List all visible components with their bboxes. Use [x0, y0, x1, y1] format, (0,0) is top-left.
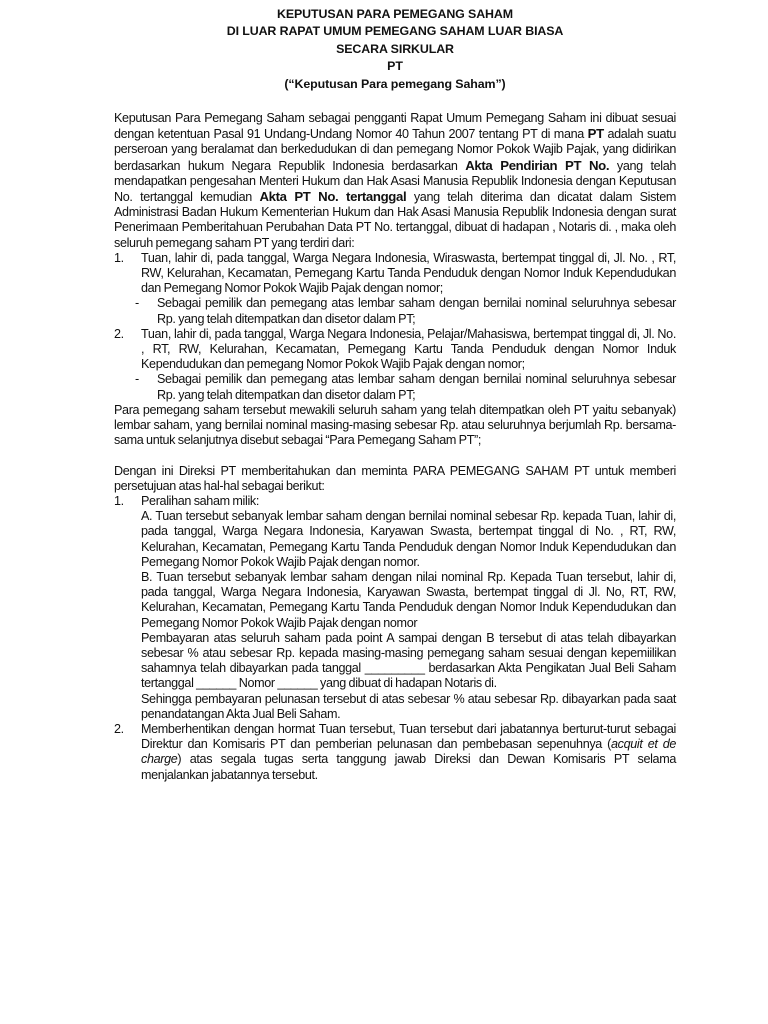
document-page — [114, 6, 676, 783]
item-1-label: Peralihan saham milik: — [141, 493, 259, 508]
bold-akta-pendirian: Akta Pendirian PT No. — [465, 157, 610, 173]
list-number: 2. — [114, 326, 124, 341]
title-line-3: SECARA SIRKULAR — [336, 41, 454, 56]
list-number: 2. — [114, 721, 124, 736]
list-dash: - — [135, 372, 139, 387]
title-line-2: DI LUAR RAPAT UMUM PEMEGANG SAHAM LUAR BIASA — [226, 24, 564, 39]
italic-term: acquit et de charge — [141, 737, 676, 767]
item-2-text: Memberhentikan dengan hormat Tuan tersebut, Tuan tersebut dari jabatannya berturut-turut sebagai Direktur dan Komisaris PT dan pemberian pelunasan dan pembebasan sepenuhnya (acquit et de charge) atas segala tugas serta tanggung jawab Direksi dan Dewan Komisaris PT selama menjalankan jabatannya tersebut. — [141, 721, 676, 782]
holder-2-shares — [135, 372, 676, 402]
item-1-payment: Pembayaran atas seluruh saham pada point A sampai dengan B tersebut di atas telah dibayarkan sebesar % atau sebesar Rp. kepada masing-masing pemegang saham sesuai dengan kepemiilikan sahamnya telah dibayarkan pada tanggal _________ berdasarkan Akta Pengikatan Jual Beli Saham tertanggal ______ Nomor ______ yang dibuat di hadapan Notaris di. — [141, 630, 676, 691]
item-1-point-b: B. Tuan tersebut sebanyak lembar saham dengan nilai nominal Rp. Kepada Tuan tersebut, lahir di, pada tanggal, Warga Negara Indonesia, Karyawan Swasta, bertempat tinggal di Jl. No, RT, RW, Kelurahan, Kecamatan, Pemegang Kartu Tanda Penduduk dengan Nomor Induk Kependudukan dan Pemegang Nomor Pokok Wajib Pajak dengan nomor — [141, 569, 676, 630]
bold-pt: PT — [587, 126, 604, 142]
representation-paragraph: Para pemegang saham tersebut mewakili seluruh saham yang telah ditempatkan oleh PT yaitu sebanyak) lembar saham, yang bernilai nominal masing-masing sebesar Rp. atau seluruhnya berjumlah Rp. bersama-sama untuk selanjutnya disebut sebagai “Para Pemegang Saham PT”; — [114, 402, 676, 448]
document-title — [114, 6, 676, 93]
item-1 — [114, 494, 676, 509]
title-line-1: KEPUTUSAN PARA PEMEGANG SAHAM — [277, 7, 513, 21]
holder-1-shares — [135, 296, 676, 326]
title-line-5: (“Keputusan Para pemegang Saham”) — [284, 76, 506, 91]
title-line-4: PT — [387, 59, 403, 74]
list-number: 1. — [114, 250, 124, 265]
item-2 — [114, 722, 676, 783]
item-1-point-a: A. Tuan tersebut sebanyak lembar saham dengan bernilai nominal sebesar Rp. kepada Tuan, lahir di, pada tanggal, Warga Negara Indonesia, Karyawan Swasta, bertempat tinggal di No. , RT, RW, Kelurahan, Kecamatan, Pemegang Kartu Tanda Penduduk dengan Nomor Induk Kependudukan dan Pemegang Nomor Pokok Wajib Pajak dengan nomor. — [141, 509, 676, 569]
holder-1 — [114, 251, 676, 297]
list-dash: - — [135, 296, 139, 311]
holder-2 — [114, 327, 676, 373]
notice-paragraph: Dengan ini Direksi PT memberitahukan dan meminta PARA PEMEGANG SAHAM PT untuk memberi persetujuan atas hal-hal sebagai berikut: — [114, 463, 676, 493]
item-1-settlement: Sehingga pembayaran pelunasan tersebut di atas sebesar % atau sebesar Rp. dibayarkan pada saat penandatangan Akta Jual Beli Saham. — [141, 691, 676, 721]
list-number: 1. — [114, 493, 124, 508]
holder-1-text: Tuan, lahir di, pada tanggal, Warga Negara Indonesia, Wiraswasta, bertempat tinggal di, Jl. No. , RT, RW, Kelurahan, Kecamatan, Pemegang Kartu Tanda Penduduk dengan Nomor Induk Kependudukan dan Pemegang Nomor Pokok Wajib Pajak dengan nomor; — [141, 250, 676, 296]
bold-akta-pt: Akta PT No. tertanggal — [259, 189, 407, 205]
holder-1-shares-text: Sebagai pemilik dan pemegang atas lembar saham dengan bernilai nominal seluruhnya sebesar Rp. yang telah ditempatkan dan disetor dalam PT; — [157, 296, 676, 326]
holder-2-text: Tuan, lahir di, pada tanggal, Warga Negara Indonesia, Pelajar/Mahasiswa, bertempat tinggal di, Jl. No. , RT, RW, Kelurahan, Kecamatan, Pemegang Kartu Tanda Penduduk dengan Nomor Induk Kependudukan dan pemegang Nomor Pokok Wajib Pajak dengan nomor; — [141, 326, 676, 372]
holder-2-shares-text: Sebagai pemilik dan pemegang atas lembar saham dengan bernilai nominal seluruhnya sebesar Rp. yang telah ditempatkan dan disetor dalam PT; — [157, 372, 676, 402]
intro-paragraph: Keputusan Para Pemegang Saham sebagai pengganti Rapat Umum Pemegang Saham ini dibuat sesuai dengan ketentuan Pasal 91 Undang-Undang Nomor 40 Tahun 2007 tentang PT di mana PT adalah suatu perseroan yang beralamat dan berkedudukan di dan pemegang Nomor Pokok Wajib Pajak, yang didirikan berdasarkan hukum Negara Republik Indonesia berdasarkan Akta Pendirian PT No. yang telah mendapatkan pengesahan Menteri Hukum dan Hak Asasi Manusia Republik Indonesia dengan Keputusan No. tertanggal kemudian Akta PT No. tertanggal yang telah diterima dan dicatat dalam Sistem Administrasi Badan Hukum Kementerian Hukum dan Hak Asasi Manusia Republik Indonesia dengan surat Penerimaan Pemberitahuan Perubahan Data PT No. tertanggal, dibuat di hadapan , Notaris di. , maka oleh seluruh pemegang saham PT yang terdiri dari: — [114, 111, 677, 250]
